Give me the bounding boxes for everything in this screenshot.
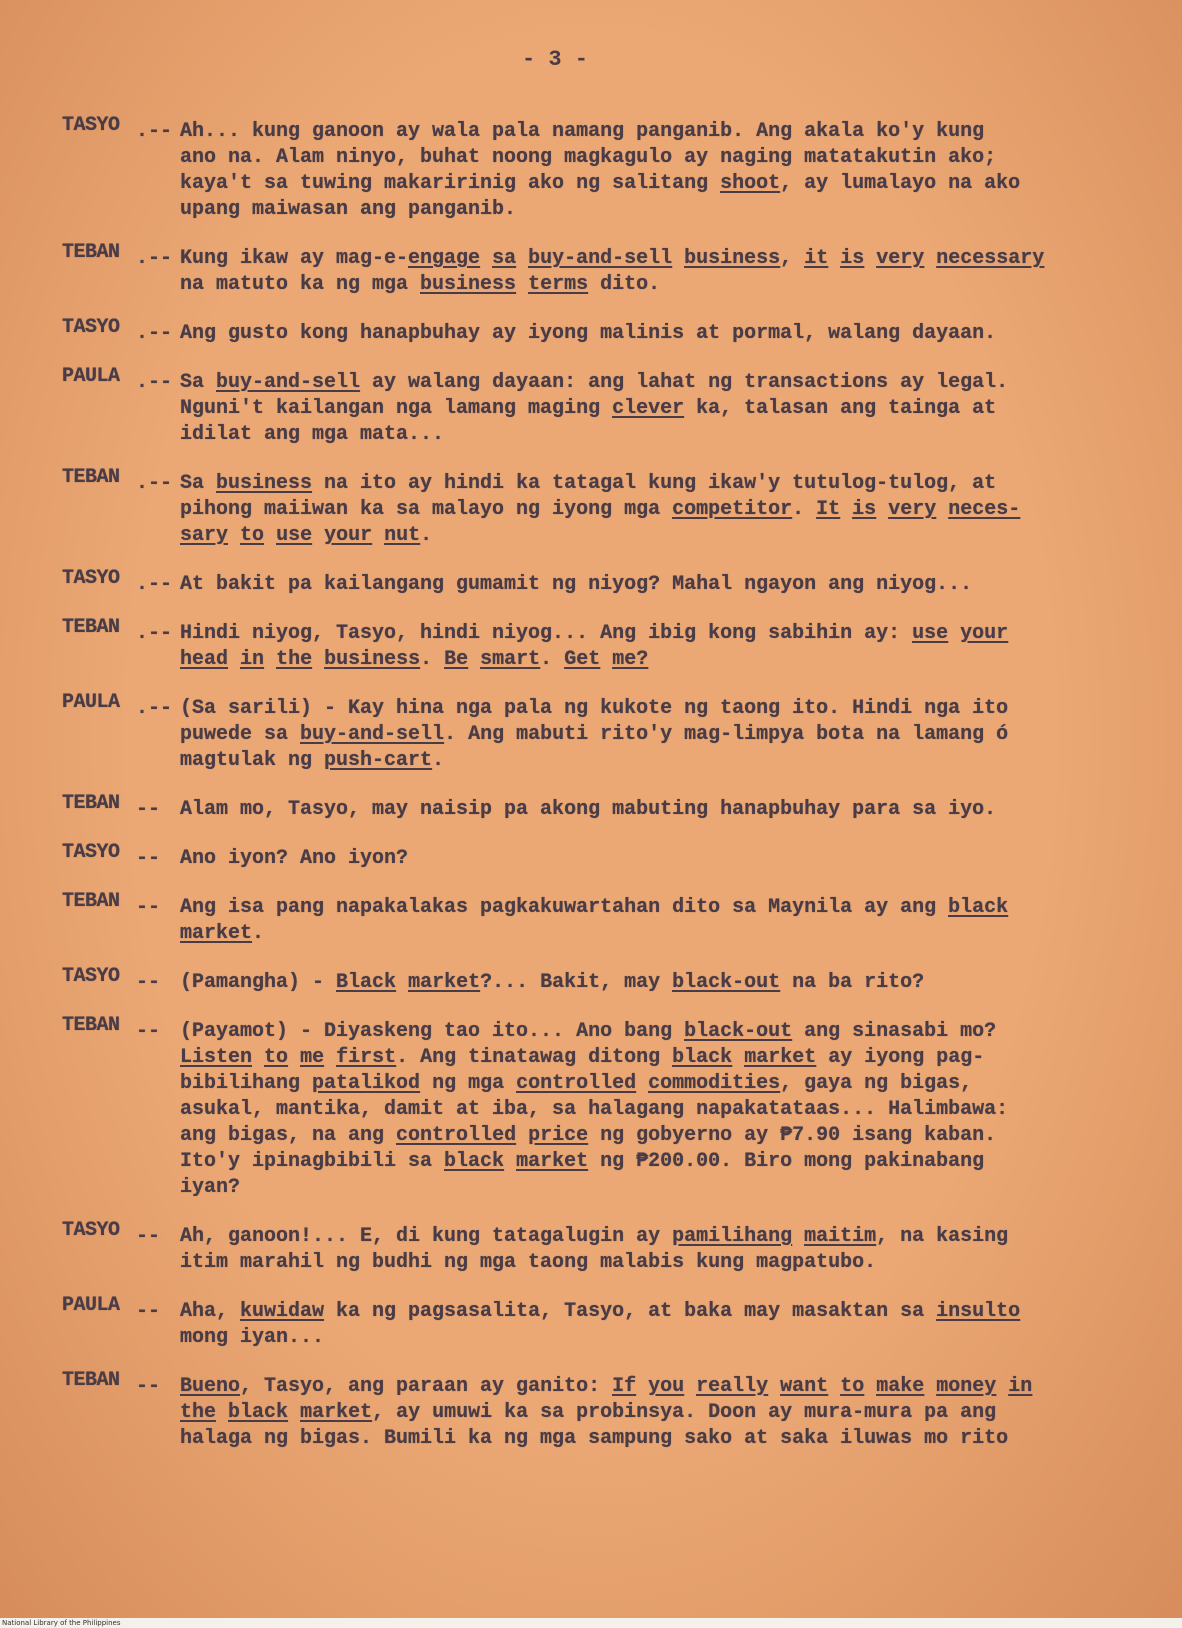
text-segment bbox=[924, 247, 936, 270]
text-line bbox=[180, 1097, 1182, 1123]
dialogue-entry bbox=[0, 1369, 1182, 1452]
text-segment bbox=[516, 1124, 528, 1147]
underlined-text: nut bbox=[384, 524, 421, 547]
underlined-text: kuwidaw bbox=[240, 1300, 325, 1323]
dialogue-entry bbox=[0, 616, 1182, 673]
dialogue-entry bbox=[0, 466, 1182, 549]
speaker-name: TEBAN bbox=[62, 890, 120, 913]
underlined-text: the bbox=[180, 1401, 217, 1424]
text-segment: ng ₱200.00. Biro mong pakinabang bbox=[588, 1150, 985, 1173]
underlined-text: market bbox=[408, 971, 481, 994]
speaker-name: TEBAN bbox=[62, 1014, 120, 1037]
dialogue-entry bbox=[0, 965, 1182, 996]
text-segment: iyan? bbox=[180, 1176, 241, 1199]
text-segment bbox=[876, 498, 888, 521]
underlined-text: me bbox=[300, 1046, 325, 1069]
dialogue-entry bbox=[0, 114, 1182, 223]
dialogue-entry bbox=[0, 691, 1182, 774]
text-segment bbox=[672, 247, 684, 270]
dialogue-separator: .-- bbox=[136, 120, 173, 143]
text-line bbox=[180, 846, 1182, 872]
text-line bbox=[180, 1175, 1182, 1201]
speaker-name: TEBAN bbox=[62, 466, 120, 489]
dialogue-separator: .-- bbox=[136, 697, 173, 720]
underlined-text: It bbox=[816, 498, 841, 521]
underlined-text: necessary bbox=[936, 247, 1045, 270]
text-segment: puwede sa bbox=[180, 723, 301, 746]
text-segment bbox=[324, 1046, 336, 1069]
text-segment bbox=[828, 247, 840, 270]
text-segment: Sa bbox=[180, 371, 217, 394]
text-segment: Hindi niyog, Tasyo, hindi niyog... Ang ibig kong sabihin ay: bbox=[180, 622, 913, 645]
underlined-text: the bbox=[276, 648, 313, 671]
text-segment bbox=[864, 1375, 876, 1398]
text-segment bbox=[996, 1375, 1008, 1398]
speaker-name: PAULA bbox=[62, 691, 120, 714]
text-segment: , ay lumalayo na ako bbox=[780, 172, 1021, 195]
text-segment: mong iyan... bbox=[180, 1326, 325, 1349]
text-segment: na ba rito? bbox=[780, 971, 925, 994]
text-line bbox=[180, 797, 1182, 823]
text-line bbox=[180, 1071, 1182, 1097]
underlined-text: buy-and-sell bbox=[528, 247, 673, 270]
text-segment bbox=[768, 1375, 780, 1398]
text-line bbox=[180, 1374, 1182, 1400]
underlined-text: terms bbox=[528, 273, 589, 296]
text-segment: (Pamangha) - bbox=[180, 971, 337, 994]
text-segment: ang bigas, na ang bbox=[180, 1124, 397, 1147]
text-segment bbox=[480, 247, 492, 270]
speaker-name: TASYO bbox=[62, 316, 120, 339]
underlined-text: smart bbox=[480, 648, 541, 671]
underlined-text: business bbox=[420, 273, 517, 296]
dialogue-separator: -- bbox=[136, 896, 161, 919]
text-line bbox=[180, 370, 1182, 396]
text-segment bbox=[228, 524, 240, 547]
underlined-text: buy-and-sell bbox=[300, 723, 445, 746]
text-line bbox=[180, 1299, 1182, 1325]
underlined-text: maitim bbox=[804, 1225, 877, 1248]
footer-credit: National Library of the Philippines bbox=[2, 1619, 121, 1627]
underlined-text: sa bbox=[492, 247, 517, 270]
speaker-name: TASYO bbox=[62, 114, 120, 137]
dialogue-entry bbox=[0, 316, 1182, 347]
text-segment: (Payamot) - Diyaskeng tao ito... Ano bang bbox=[180, 1020, 685, 1043]
underlined-text: black-out bbox=[684, 1020, 793, 1043]
text-segment bbox=[600, 648, 612, 671]
underlined-text: market bbox=[516, 1150, 589, 1173]
text-segment: ay iyong pag- bbox=[816, 1046, 985, 1069]
text-line bbox=[180, 722, 1182, 748]
speech-text bbox=[180, 1374, 1182, 1452]
underlined-text: pamilihang bbox=[672, 1225, 793, 1248]
text-segment bbox=[288, 1046, 300, 1069]
speaker-name: TASYO bbox=[62, 841, 120, 864]
text-line bbox=[180, 1325, 1182, 1351]
underlined-text: Black bbox=[336, 971, 397, 994]
speech-text bbox=[180, 1224, 1182, 1276]
text-segment: ng mga bbox=[420, 1072, 517, 1095]
text-segment: Ano iyon? Ano iyon? bbox=[180, 847, 409, 870]
speaker-name: TEBAN bbox=[62, 1369, 120, 1392]
underlined-text: If bbox=[612, 1375, 637, 1398]
text-segment: (Sa sarili) - Kay hina nga pala ng kukote ng taong ito. Hindi nga ito bbox=[180, 697, 1009, 720]
text-line bbox=[180, 1224, 1182, 1250]
speech-text bbox=[180, 572, 1182, 598]
speech-text bbox=[180, 246, 1182, 298]
dialogue-separator: -- bbox=[136, 971, 161, 994]
text-segment bbox=[924, 1375, 936, 1398]
underlined-text: shoot bbox=[720, 172, 781, 195]
text-segment bbox=[216, 1401, 228, 1424]
text-segment: Aha, bbox=[180, 1300, 241, 1323]
underlined-text: Listen bbox=[180, 1046, 253, 1069]
underlined-text: is bbox=[840, 247, 865, 270]
speech-text bbox=[180, 119, 1182, 223]
underlined-text: in bbox=[240, 648, 265, 671]
dialogue-separator: -- bbox=[136, 1225, 161, 1248]
speech-text bbox=[180, 370, 1182, 448]
dialogue-separator: .-- bbox=[136, 371, 173, 394]
text-line bbox=[180, 572, 1182, 598]
text-line bbox=[180, 272, 1182, 298]
text-segment: , Tasyo, ang paraan ay ganito: bbox=[240, 1375, 613, 1398]
text-segment: At bakit pa kailangang gumamit ng niyog? Mahal ngayon ang niyog... bbox=[180, 573, 973, 596]
dialogue-entry bbox=[0, 890, 1182, 947]
speech-text bbox=[180, 895, 1182, 947]
underlined-text: to bbox=[240, 524, 265, 547]
speech-text bbox=[180, 970, 1182, 996]
text-segment: dito. bbox=[588, 273, 661, 296]
underlined-text: to bbox=[264, 1046, 289, 1069]
text-segment: , gaya ng bigas, bbox=[780, 1072, 973, 1095]
text-line bbox=[180, 422, 1182, 448]
text-segment bbox=[372, 524, 384, 547]
text-segment bbox=[840, 498, 852, 521]
text-line bbox=[180, 197, 1182, 223]
underlined-text: Bueno bbox=[180, 1375, 241, 1398]
speaker-name: PAULA bbox=[62, 365, 120, 388]
underlined-text: business bbox=[684, 247, 781, 270]
text-segment: ka ng pagsasalita, Tasyo, at baka may masaktan sa bbox=[324, 1300, 937, 1323]
dialogue-entry bbox=[0, 792, 1182, 823]
page-number: - 3 - bbox=[521, 47, 588, 72]
underlined-text: head bbox=[180, 648, 229, 671]
text-segment: upang maiwasan ang panganib. bbox=[180, 198, 517, 221]
text-line bbox=[180, 921, 1182, 947]
text-segment: . bbox=[252, 922, 265, 945]
text-segment: na matuto ka ng mga bbox=[180, 273, 421, 296]
underlined-text: business bbox=[324, 648, 421, 671]
underlined-text: market bbox=[744, 1046, 817, 1069]
dialogue-entry bbox=[0, 1294, 1182, 1351]
underlined-text: black bbox=[228, 1401, 289, 1424]
dialogue-separator: -- bbox=[136, 1300, 161, 1323]
text-segment: kaya't sa tuwing makaririnig ako ng salitang bbox=[180, 172, 721, 195]
underlined-text: insulto bbox=[936, 1300, 1021, 1323]
speaker-name: TASYO bbox=[62, 965, 120, 988]
text-line bbox=[180, 321, 1182, 347]
underlined-text: Get bbox=[564, 648, 601, 671]
underlined-text: is bbox=[852, 498, 877, 521]
speech-text bbox=[180, 696, 1182, 774]
underlined-text: me? bbox=[612, 648, 649, 671]
dialogue-entry bbox=[0, 567, 1182, 598]
speaker-name: TEBAN bbox=[62, 616, 120, 639]
dialogue-entry bbox=[0, 841, 1182, 872]
speech-text bbox=[180, 1299, 1182, 1351]
text-segment: Ito'y ipinagbibili sa bbox=[180, 1150, 445, 1173]
text-segment: itim marahil ng budhi ng mga taong malabis kung magpatubo. bbox=[180, 1251, 877, 1274]
underlined-text: competitor bbox=[672, 498, 793, 521]
text-segment: . bbox=[792, 498, 817, 521]
text-line bbox=[180, 497, 1182, 523]
speaker-name: PAULA bbox=[62, 1294, 120, 1317]
text-segment: Nguni't kailangan nga lamang maging bbox=[180, 397, 613, 420]
text-segment: Kung ikaw ay mag-e- bbox=[180, 247, 409, 270]
underlined-text: patalikod bbox=[312, 1072, 421, 1095]
speaker-name: TEBAN bbox=[62, 241, 120, 264]
text-line bbox=[180, 396, 1182, 422]
text-segment: asukal, mantika, damit at iba, sa halagang napakatataas... Halimbawa: bbox=[180, 1098, 1009, 1121]
dialogue-entry bbox=[0, 1014, 1182, 1201]
text-segment: Ang isa pang napakalakas pagkakuwartahan dito sa Maynila ay ang bbox=[180, 896, 949, 919]
text-line bbox=[180, 1123, 1182, 1149]
underlined-text: controlled bbox=[396, 1124, 517, 1147]
text-segment: . bbox=[540, 648, 565, 671]
text-line bbox=[180, 696, 1182, 722]
speech-text bbox=[180, 1019, 1182, 1201]
text-line bbox=[180, 1149, 1182, 1175]
text-line bbox=[180, 246, 1182, 272]
underlined-text: money bbox=[936, 1375, 997, 1398]
underlined-text: price bbox=[528, 1124, 589, 1147]
underlined-text: you bbox=[648, 1375, 685, 1398]
underlined-text: controlled bbox=[516, 1072, 637, 1095]
text-line bbox=[180, 970, 1182, 996]
text-line bbox=[180, 523, 1182, 549]
speaker-name: TASYO bbox=[62, 567, 120, 590]
text-segment: idilat ang mga mata... bbox=[180, 423, 445, 446]
text-line bbox=[180, 1045, 1182, 1071]
text-segment: . bbox=[420, 524, 433, 547]
underlined-text: black bbox=[672, 1046, 733, 1069]
text-segment bbox=[948, 622, 960, 645]
underlined-text: in bbox=[1008, 1375, 1033, 1398]
text-segment: na ito ay hindi ka tatagal kung ikaw'y tutulog-tulog, at bbox=[312, 472, 997, 495]
text-segment: Alam mo, Tasyo, may naisip pa akong mabuting hanapbuhay para sa iyo. bbox=[180, 798, 997, 821]
dialogue-separator: .-- bbox=[136, 247, 173, 270]
text-segment: , ay umuwi ka sa probinsya. Doon ay mura-mura pa ang bbox=[372, 1401, 997, 1424]
text-line bbox=[180, 647, 1182, 673]
text-segment: magtulak ng bbox=[180, 749, 325, 772]
text-segment: . Ang mabuti rito'y mag-limpya bota na lamang ó bbox=[444, 723, 1009, 746]
script-dialogue bbox=[0, 114, 1182, 1475]
dialogue-separator: -- bbox=[136, 1375, 161, 1398]
text-segment: , bbox=[780, 247, 805, 270]
text-segment bbox=[312, 648, 324, 671]
underlined-text: your bbox=[960, 622, 1009, 645]
text-segment bbox=[264, 648, 276, 671]
dialogue-separator: -- bbox=[136, 847, 161, 870]
text-segment bbox=[516, 247, 528, 270]
speaker-name: TASYO bbox=[62, 1219, 120, 1242]
text-line bbox=[180, 1250, 1182, 1276]
text-segment: , na kasing bbox=[876, 1225, 1009, 1248]
text-line bbox=[180, 1019, 1182, 1045]
speaker-name: TEBAN bbox=[62, 792, 120, 815]
text-segment: ano na. Alam ninyo, buhat noong magkagulo ay naging matatakutin ako; bbox=[180, 146, 997, 169]
text-segment bbox=[396, 971, 408, 994]
text-segment: ka, talasan ang tainga at bbox=[684, 397, 997, 420]
text-segment: ng gobyerno ay ₱7.90 isang kaban. bbox=[588, 1124, 997, 1147]
dialogue-entry bbox=[0, 241, 1182, 298]
underlined-text: want bbox=[780, 1375, 829, 1398]
underlined-text: neces- bbox=[948, 498, 1021, 521]
underlined-text: business bbox=[216, 472, 313, 495]
dialogue-entry bbox=[0, 1219, 1182, 1276]
dialogue-entry bbox=[0, 365, 1182, 448]
text-segment: pihong maiiwan ka sa malayo ng iyong mga bbox=[180, 498, 673, 521]
text-segment: Ang gusto kong hanapbuhay ay iyong malinis at pormal, walang dayaan. bbox=[180, 322, 997, 345]
speech-text bbox=[180, 846, 1182, 872]
underlined-text: market bbox=[300, 1401, 373, 1424]
underlined-text: black bbox=[444, 1150, 505, 1173]
text-segment: Ah... kung ganoon ay wala pala namang panganib. Ang akala ko'y kung bbox=[180, 120, 985, 143]
text-segment bbox=[516, 273, 528, 296]
text-segment bbox=[828, 1375, 840, 1398]
text-segment bbox=[264, 524, 276, 547]
text-line bbox=[180, 1426, 1182, 1452]
text-segment: . Ang tinatawag ditong bbox=[396, 1046, 673, 1069]
underlined-text: make bbox=[876, 1375, 925, 1398]
underlined-text: to bbox=[840, 1375, 865, 1398]
text-segment bbox=[864, 247, 876, 270]
underlined-text: sary bbox=[180, 524, 229, 547]
text-segment bbox=[732, 1046, 744, 1069]
text-line bbox=[180, 471, 1182, 497]
underlined-text: very bbox=[876, 247, 925, 270]
text-segment: . bbox=[420, 648, 445, 671]
text-segment bbox=[468, 648, 480, 671]
text-segment bbox=[936, 498, 948, 521]
underlined-text: use bbox=[276, 524, 313, 547]
footer-strip bbox=[0, 1618, 1182, 1628]
text-segment: halaga ng bigas. Bumili ka ng mga sampung sako at saka iluwas mo rito bbox=[180, 1427, 1009, 1450]
underlined-text: Be bbox=[444, 648, 469, 671]
text-segment bbox=[288, 1401, 300, 1424]
text-line bbox=[180, 621, 1182, 647]
dialogue-separator: -- bbox=[136, 1020, 161, 1043]
text-segment: . bbox=[432, 749, 445, 772]
text-segment bbox=[684, 1375, 696, 1398]
dialogue-separator: .-- bbox=[136, 573, 173, 596]
dialogue-separator: .-- bbox=[136, 622, 173, 645]
text-line bbox=[180, 145, 1182, 171]
underlined-text: engage bbox=[408, 247, 481, 270]
dialogue-separator: .-- bbox=[136, 322, 173, 345]
dialogue-separator: -- bbox=[136, 798, 161, 821]
underlined-text: market bbox=[180, 922, 253, 945]
text-line bbox=[180, 895, 1182, 921]
text-line bbox=[180, 171, 1182, 197]
text-segment bbox=[252, 1046, 264, 1069]
text-segment bbox=[636, 1375, 648, 1398]
text-line bbox=[180, 1400, 1182, 1426]
text-segment: ang sinasabi mo? bbox=[792, 1020, 997, 1043]
underlined-text: black-out bbox=[672, 971, 781, 994]
text-segment: Ah, ganoon!... E, di kung tatagalugin ay bbox=[180, 1225, 673, 1248]
underlined-text: very bbox=[888, 498, 937, 521]
text-segment bbox=[792, 1225, 804, 1248]
underlined-text: your bbox=[324, 524, 373, 547]
underlined-text: commodities bbox=[648, 1072, 781, 1095]
speech-text bbox=[180, 321, 1182, 347]
underlined-text: buy-and-sell bbox=[216, 371, 361, 394]
text-segment: Sa bbox=[180, 472, 217, 495]
dialogue-separator: .-- bbox=[136, 472, 173, 495]
underlined-text: first bbox=[336, 1046, 397, 1069]
underlined-text: it bbox=[804, 247, 829, 270]
text-segment bbox=[636, 1072, 648, 1095]
text-segment bbox=[504, 1150, 516, 1173]
text-line bbox=[180, 748, 1182, 774]
speech-text bbox=[180, 471, 1182, 549]
speech-text bbox=[180, 621, 1182, 673]
text-segment: bibilihang bbox=[180, 1072, 313, 1095]
text-line bbox=[180, 119, 1182, 145]
underlined-text: clever bbox=[612, 397, 685, 420]
text-segment bbox=[312, 524, 324, 547]
underlined-text: use bbox=[912, 622, 949, 645]
underlined-text: push-cart bbox=[324, 749, 433, 772]
underlined-text: really bbox=[696, 1375, 769, 1398]
speech-text bbox=[180, 797, 1182, 823]
text-segment: ay walang dayaan: ang lahat ng transactions ay legal. bbox=[360, 371, 1009, 394]
text-segment: ?... Bakit, may bbox=[480, 971, 673, 994]
text-segment bbox=[228, 648, 240, 671]
underlined-text: black bbox=[948, 896, 1009, 919]
